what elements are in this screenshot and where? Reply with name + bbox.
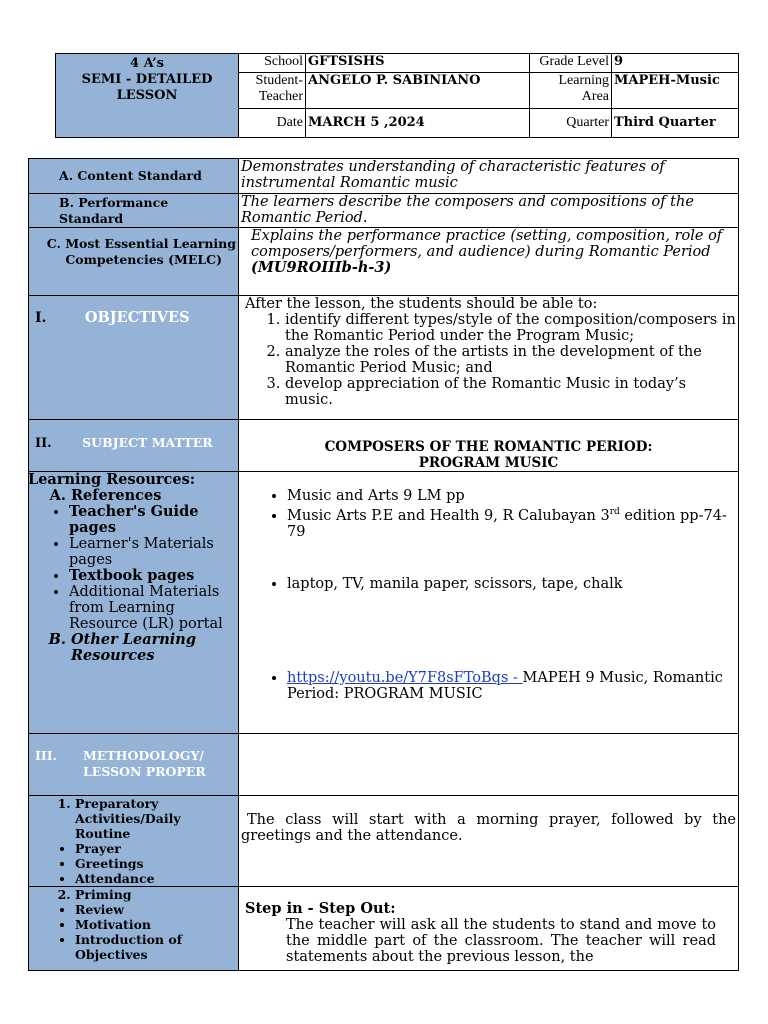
references-label: References (71, 487, 162, 504)
melc-label-line-2: Competencies (MELC) (65, 252, 222, 267)
school-value: GFTSISHS (306, 54, 530, 73)
reference-2-superscript: rd (609, 507, 620, 517)
lesson-header-table (55, 53, 739, 138)
objectives-label: OBJECTIVES (84, 309, 190, 326)
attendance-item: • Attendance (75, 871, 236, 886)
review-item: • Review (75, 902, 236, 917)
performance-standard-text: The learners describe the composers and compositions of the Romantic Period. (239, 194, 739, 228)
subject-matter-label: SUBJECT MATTER (82, 435, 213, 450)
melc-text: Explains the performance practice (setting, composition, role of composers/performers, and audience) during Romantic Period (251, 228, 723, 260)
references-item (71, 488, 238, 632)
motivation-item: • Motivation (75, 917, 236, 932)
objective-item: 3. develop appreciation of the Romantic Music in today’s music. (285, 376, 736, 408)
title-line-2: SEMI - DETAILED (81, 72, 213, 87)
objectives-list (241, 312, 736, 408)
melc-code: (MU9ROIIIb-h-3) (251, 259, 392, 276)
youtube-link[interactable]: https://youtu.be/Y7F8sFToBqs - (287, 669, 523, 686)
greetings-item: • Greetings (75, 856, 236, 871)
priming-label-cell (29, 887, 239, 971)
references-content-list (241, 488, 736, 540)
reference-2 (287, 504, 736, 540)
lesson-body-table (28, 158, 739, 971)
subject-matter-label-cell (29, 420, 239, 472)
priming-text: The teacher will ask all the students to stand and move to the middle part of the classroom. The teacher will read statements about the previous lesson, the (286, 917, 716, 965)
subject-title-line-2: PROGRAM MUSIC (418, 455, 559, 471)
grade-label: Grade Level (530, 54, 612, 73)
objectives-cell (239, 296, 739, 420)
subject-matter-number: II. (35, 436, 52, 451)
grade-value: 9 (612, 54, 739, 73)
textbook-item: • Textbook pages (69, 568, 238, 584)
performance-standard-label: B. Performance Standard (29, 194, 239, 228)
area-label-line-2: Area (581, 89, 609, 104)
preparatory-list (31, 796, 236, 841)
priming-content (239, 887, 739, 971)
introduction-item: • Introduction of Objectives (75, 932, 236, 962)
materials-list (241, 576, 736, 592)
step-in-step-out-title: Step in - Step Out: (245, 900, 396, 917)
youtube-link-description: MAPEH 9 Music, Romantic Period: PROGRAM MUSIC (287, 669, 723, 702)
references-sublist (45, 504, 238, 632)
additional-materials-item: • Additional Materials from Learning Resource (LR) portal (69, 584, 238, 632)
subject-title-line-1: COMPOSERS OF THE ROMANTIC PERIOD: (324, 439, 653, 455)
date-value: MARCH 5 ,2024 (306, 109, 530, 138)
preparatory-sublist (31, 841, 236, 886)
teacher-label-line-1: Student- (255, 73, 303, 88)
school-label: School (239, 54, 306, 73)
priming-item: 2. Priming (75, 887, 236, 902)
materials-item: • laptop, TV, manila paper, scissors, tape, chalk (287, 576, 736, 592)
preparatory-label-cell (29, 796, 239, 887)
preparatory-text: The class will start with a morning prayer, followed by the greetings and the attendance. (239, 796, 739, 887)
other-resources-item: B. Other Learning Resources (71, 632, 238, 664)
learners-materials-item: • Learner's Materials pages (69, 536, 238, 568)
online-resource-list (241, 670, 736, 702)
methodology-label-cell (29, 734, 239, 796)
teachers-guide-item: • Teacher's Guide pages (69, 504, 238, 536)
melc-text-cell (239, 228, 739, 296)
objective-item: 1. identify different types/style of the composition/composers in the Romantic Period under the Program Music; (285, 312, 736, 344)
learning-resources-label-cell (29, 472, 239, 734)
methodology-content (239, 734, 739, 796)
objective-item: 2. analyze the roles of the artists in the development of the Romantic Period Music; and (285, 344, 736, 376)
preparatory-item: 1. Preparatory Activities/Daily Routine (75, 796, 236, 841)
methodology-label (83, 748, 206, 780)
learning-resources-content (239, 472, 739, 734)
objectives-label-cell (29, 296, 239, 420)
quarter-value: Third Quarter (612, 109, 739, 138)
methodology-number: III. (35, 748, 57, 763)
reference-1: • Music and Arts 9 LM pp (287, 488, 736, 504)
teacher-label-line-2: Teacher (258, 89, 303, 104)
methodology-label-line-1: METHODOLOGY/ (83, 748, 204, 763)
lesson-type-title (56, 54, 239, 138)
melc-label (29, 228, 239, 296)
content-standard-text: Demonstrates understanding of characteristic features of instrumental Romantic music (239, 159, 739, 194)
objectives-number: I. (35, 310, 47, 326)
learning-resources-list (29, 488, 238, 664)
learning-area-value: MAPEH-Music (612, 73, 739, 109)
teacher-value: ANGELO P. SABINIANO (306, 73, 530, 109)
priming-list (31, 887, 236, 902)
subject-matter-title (239, 420, 739, 472)
priming-sublist (31, 902, 236, 962)
prayer-item: • Prayer (75, 841, 236, 856)
learning-area-label (530, 73, 612, 109)
title-line-3: LESSON (116, 88, 178, 103)
quarter-label: Quarter (530, 109, 612, 138)
teacher-label (239, 73, 306, 109)
learning-resources-heading: Learning Resources: (28, 471, 196, 488)
reference-2-edition: edition pp-74-79 (287, 507, 727, 540)
content-standard-label: A. Content Standard (29, 159, 239, 194)
objectives-intro: After the lesson, the students should be able to: (245, 296, 598, 312)
reference-2-text: Music Arts P.E and Health 9, R Calubayan 3 (287, 507, 610, 524)
title-line-1: 4 A’s (130, 56, 164, 71)
online-resource-item (287, 670, 736, 702)
area-label-line-1: Learning (558, 73, 609, 88)
melc-label-line-1: C. Most Essential Learning (46, 236, 236, 251)
methodology-label-line-2: LESSON PROPER (83, 764, 206, 779)
date-label: Date (239, 109, 306, 138)
